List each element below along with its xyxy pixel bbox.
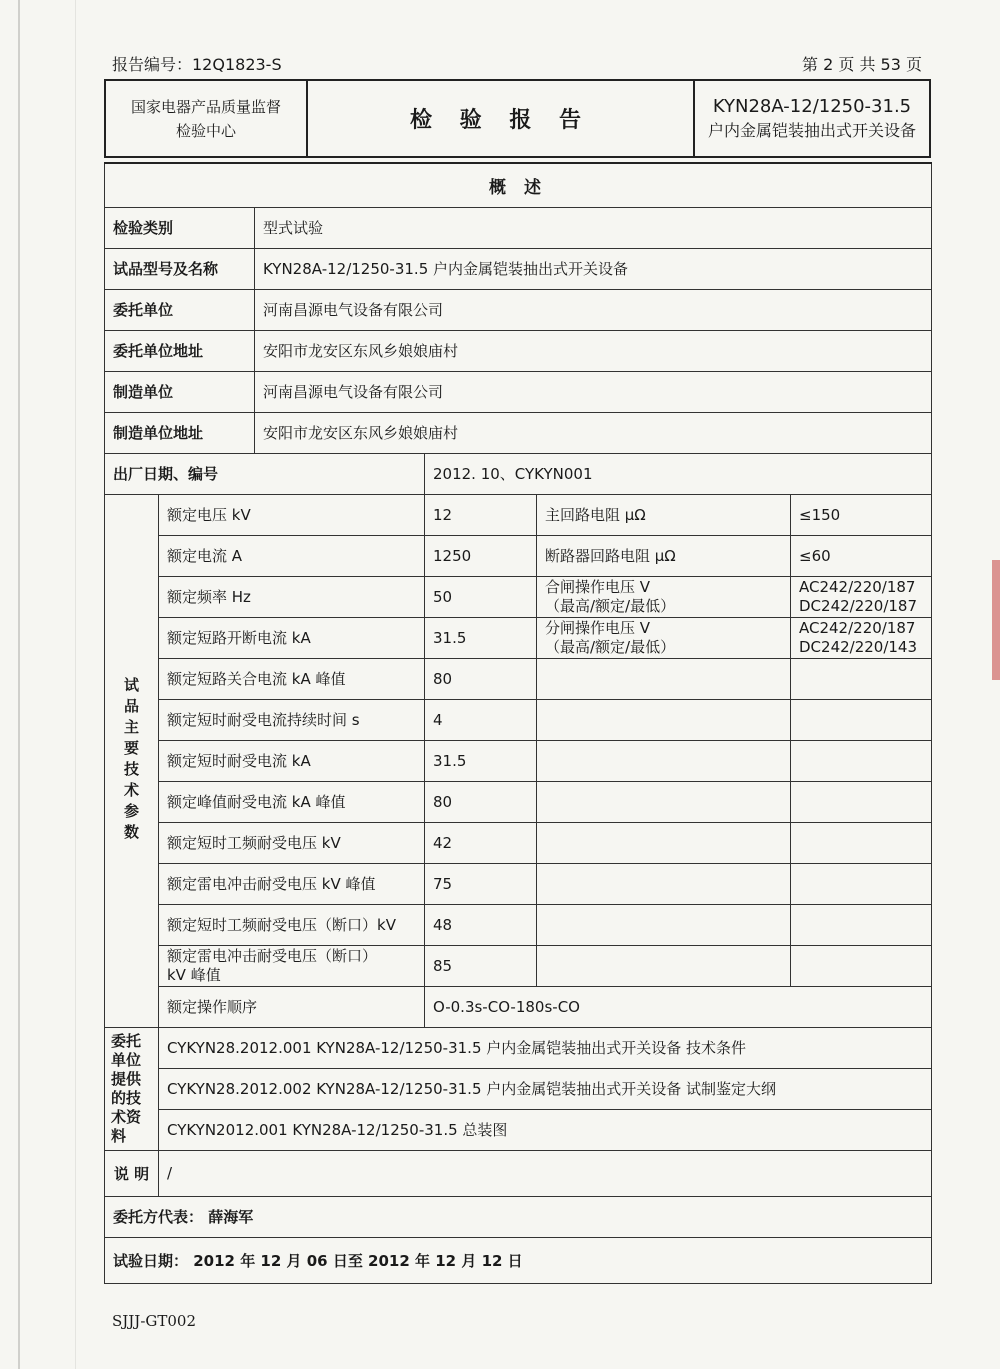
overview-table xyxy=(104,162,932,1284)
extra-param-name: 断路器回路电阻 μΩ xyxy=(537,535,791,576)
param-value: 1250 xyxy=(425,535,537,576)
info-label: 委托单位地址 xyxy=(105,330,255,371)
extra-param-value xyxy=(791,576,932,617)
factory-date-label: 出厂日期、编号 xyxy=(105,453,425,494)
extra-param-name-line1: 分闸操作电压 V xyxy=(545,618,651,637)
param-row xyxy=(105,658,932,699)
info-row xyxy=(105,330,932,371)
tech-doc-item: CYKYN2012.001 KYN28A-12/1250-31.5 总装图 xyxy=(159,1109,932,1150)
empty-cell xyxy=(791,822,932,863)
param-row xyxy=(105,576,932,617)
extra-param-value: ≤150 xyxy=(791,494,932,535)
tech-doc-row xyxy=(105,1027,932,1068)
param-name: 额定短路开断电流 kA xyxy=(159,617,425,658)
extra-param-value-line2: DC242/220/143 xyxy=(799,637,918,656)
info-value: 型式试验 xyxy=(255,207,932,248)
param-name: 额定短时工频耐受电压（断口）kV xyxy=(159,904,425,945)
section-title-row xyxy=(105,163,932,207)
remarks-label: 说 明 xyxy=(105,1150,159,1196)
param-row xyxy=(105,822,932,863)
info-value: 安阳市龙安区东风乡娘娘庙村 xyxy=(255,330,932,371)
param-name-line1: 额定雷电冲击耐受电压（断口） xyxy=(167,946,378,965)
extra-param-name xyxy=(537,617,791,658)
param-value: 42 xyxy=(425,822,537,863)
empty-cell xyxy=(537,781,791,822)
org-line-2: 检验中心 xyxy=(175,121,236,140)
param-value: 31.5 xyxy=(425,617,537,658)
info-label: 制造单位 xyxy=(105,371,255,412)
empty-cell xyxy=(791,945,932,986)
info-row xyxy=(105,412,932,453)
tech-doc-item: CYKYN28.2012.001 KYN28A-12/1250-31.5 户内金属铠装抽出式开关设备 技术条件 xyxy=(159,1027,932,1068)
param-row xyxy=(105,617,932,658)
red-stamp-edge xyxy=(992,560,1000,680)
tech-docs-label: 委托单位提供的技术资料 xyxy=(105,1027,159,1150)
param-row xyxy=(105,494,932,535)
tech-doc-item: CYKYN28.2012.002 KYN28A-12/1250-31.5 户内金属铠装抽出式开关设备 试制鉴定大纲 xyxy=(159,1068,932,1109)
param-value: 85 xyxy=(425,945,537,986)
param-row xyxy=(105,740,932,781)
page-info: 第 2 页 共 53 页 xyxy=(802,55,922,74)
tech-doc-row xyxy=(105,1109,932,1150)
org-line-1: 国家电器产品质量监督 xyxy=(130,97,281,116)
product-model-box xyxy=(695,81,929,156)
page-fold-line xyxy=(75,0,76,1369)
empty-cell xyxy=(791,781,932,822)
extra-param-name xyxy=(537,576,791,617)
extra-param-name: 主回路电阻 μΩ xyxy=(537,494,791,535)
empty-cell xyxy=(537,863,791,904)
report-number: 报告编号：12Q1823-S xyxy=(112,55,282,74)
product-model-desc: 户内金属铠装抽出式开关设备 xyxy=(707,120,916,140)
info-row xyxy=(105,248,932,289)
param-name: 额定峰值耐受电流 kA 峰值 xyxy=(159,781,425,822)
param-name xyxy=(159,945,425,986)
params-group-label: 试品主要技术参数 xyxy=(105,494,159,1027)
info-label: 制造单位地址 xyxy=(105,412,255,453)
empty-cell xyxy=(537,699,791,740)
param-name: 额定短时耐受电流持续时间 s xyxy=(159,699,425,740)
test-date: 试验日期： 2012 年 12 月 06 日至 2012 年 12 月 12 日 xyxy=(105,1237,932,1283)
issuing-org xyxy=(106,81,308,156)
info-row xyxy=(105,371,932,412)
empty-cell xyxy=(791,740,932,781)
extra-param-name-line2: （最高/额定/最低） xyxy=(545,637,676,656)
param-row xyxy=(105,781,932,822)
factory-date-value: 2012. 10、CYKYN001 xyxy=(425,453,932,494)
info-value: 安阳市龙安区东风乡娘娘庙村 xyxy=(255,412,932,453)
info-label: 委托单位 xyxy=(105,289,255,330)
param-row xyxy=(105,863,932,904)
param-value: O-0.3s-CO-180s-CO xyxy=(425,986,932,1027)
param-name: 额定电流 A xyxy=(159,535,425,576)
info-row xyxy=(105,289,932,330)
param-row xyxy=(105,945,932,986)
extra-param-value: ≤60 xyxy=(791,535,932,576)
param-row xyxy=(105,986,932,1027)
remarks-row xyxy=(105,1150,932,1196)
param-name: 额定频率 Hz xyxy=(159,576,425,617)
client-representative: 委托方代表： 薛海军 xyxy=(105,1196,932,1237)
info-label: 检验类别 xyxy=(105,207,255,248)
empty-cell xyxy=(791,904,932,945)
extra-param-value xyxy=(791,617,932,658)
empty-cell xyxy=(791,699,932,740)
param-row xyxy=(105,699,932,740)
param-name: 额定雷电冲击耐受电压 kV 峰值 xyxy=(159,863,425,904)
representative-row xyxy=(105,1196,932,1237)
extra-param-value-line2: DC242/220/187 xyxy=(799,596,918,615)
empty-cell xyxy=(791,863,932,904)
extra-param-name-line1: 合闸操作电压 V xyxy=(545,577,651,596)
param-value: 48 xyxy=(425,904,537,945)
param-name: 额定短时耐受电流 kA xyxy=(159,740,425,781)
param-value: 50 xyxy=(425,576,537,617)
param-value: 31.5 xyxy=(425,740,537,781)
binding-edge xyxy=(18,0,20,1369)
product-model: KYN28A-12/1250-31.5 xyxy=(712,95,912,117)
report-header xyxy=(104,79,931,158)
test-date-row xyxy=(105,1237,932,1283)
info-value: KYN28A-12/1250-31.5 户内金属铠装抽出式开关设备 xyxy=(255,248,932,289)
extra-param-value-line1: AC242/220/187 xyxy=(799,618,916,637)
param-name: 额定电压 kV xyxy=(159,494,425,535)
factory-date-row xyxy=(105,453,932,494)
param-value: 75 xyxy=(425,863,537,904)
remarks-value: / xyxy=(159,1150,932,1196)
param-value: 4 xyxy=(425,699,537,740)
empty-cell xyxy=(537,822,791,863)
info-value: 河南昌源电气设备有限公司 xyxy=(255,289,932,330)
extra-param-name-line2: （最高/额定/最低） xyxy=(545,596,676,615)
empty-cell xyxy=(537,945,791,986)
param-name: 额定短路关合电流 kA 峰值 xyxy=(159,658,425,699)
param-name-line2: kV 峰值 xyxy=(167,965,221,984)
param-value: 80 xyxy=(425,658,537,699)
empty-cell xyxy=(537,658,791,699)
param-name: 额定短时工频耐受电压 kV xyxy=(159,822,425,863)
info-value: 河南昌源电气设备有限公司 xyxy=(255,371,932,412)
form-code: SJJJ-GT002 xyxy=(112,1312,197,1330)
report-title: 检 验 报 告 xyxy=(308,81,695,156)
param-name: 额定操作顺序 xyxy=(159,986,425,1027)
info-row xyxy=(105,207,932,248)
extra-param-value-line1: AC242/220/187 xyxy=(799,577,916,596)
empty-cell xyxy=(537,740,791,781)
param-value: 12 xyxy=(425,494,537,535)
param-value: 80 xyxy=(425,781,537,822)
section-title: 概 述 xyxy=(105,163,932,207)
param-row xyxy=(105,535,932,576)
empty-cell xyxy=(791,658,932,699)
param-row xyxy=(105,904,932,945)
tech-doc-row xyxy=(105,1068,932,1109)
empty-cell xyxy=(537,904,791,945)
info-label: 试品型号及名称 xyxy=(105,248,255,289)
